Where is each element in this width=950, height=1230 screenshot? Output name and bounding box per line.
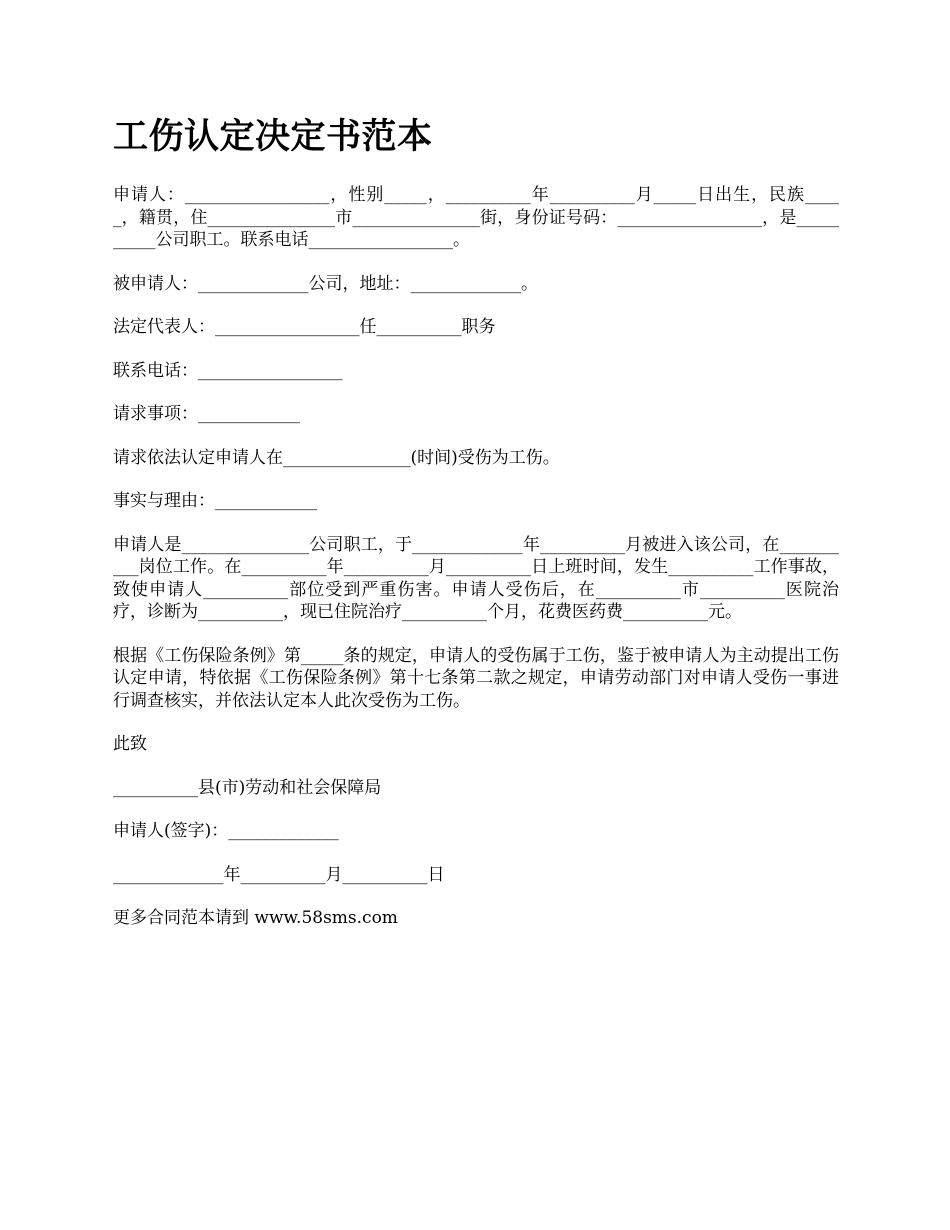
facts-detail-paragraph: 申请人是_______________公司职工，于_____________年__________月被进入该公司，在__________岗位工作。在__________年__________月__________日上班时间，发生__________工作事故，致使申请人__________部位受到严重伤害。申请人受伤后，在__________市__________医院治疗，诊断为__________，现已住院治疗__________个月，花费医药费__________元。: [113, 534, 839, 622]
legal-basis-paragraph: 根据《工伤保险条例》第_____条的规定，申请人的受伤属于工伤，鉴于被申请人为主动提出工伤认定申请，特依据《工伤保险条例》第十七条第二款之规定，申请劳动部门对申请人受伤一事进行调查核实，并依法认定本人此次受伤为工伤。: [113, 645, 839, 711]
recipient-bureau-paragraph: __________县(市)劳动和社会保障局: [113, 777, 382, 798]
applicant-info-paragraph: 申请人：_________________，性别_____，__________年__________月_____日出生，民族_____，籍贯，住_______________市_______________街，身份证号码：_________________，是__________公司职工。联系电话_________________。: [113, 185, 839, 250]
respondent-paragraph: 被申请人：_____________公司，地址：_____________。: [113, 273, 538, 294]
legal-representative-paragraph: 法定代表人：_________________任__________职务: [113, 317, 496, 337]
footer-link-paragraph: 更多合同范本请到 www.58sms.com: [113, 908, 398, 928]
applicant-signature-paragraph: 申请人(签字)：_____________: [113, 821, 339, 841]
date-line-paragraph: _____________年__________月__________日: [113, 864, 445, 885]
facts-reasons-paragraph: 事实与理由：____________: [113, 491, 317, 511]
document-page: [113, 112, 839, 951]
document-title: 工伤认定决定书范本: [113, 116, 433, 157]
salutation-paragraph: 此致: [113, 734, 147, 754]
contact-phone-paragraph: 联系电话：_________________: [113, 360, 343, 381]
request-items-paragraph: 请求事项：____________: [113, 404, 300, 424]
request-statement-paragraph: 请求依法认定申请人在_______________(时间)受伤为工伤。: [113, 447, 560, 468]
